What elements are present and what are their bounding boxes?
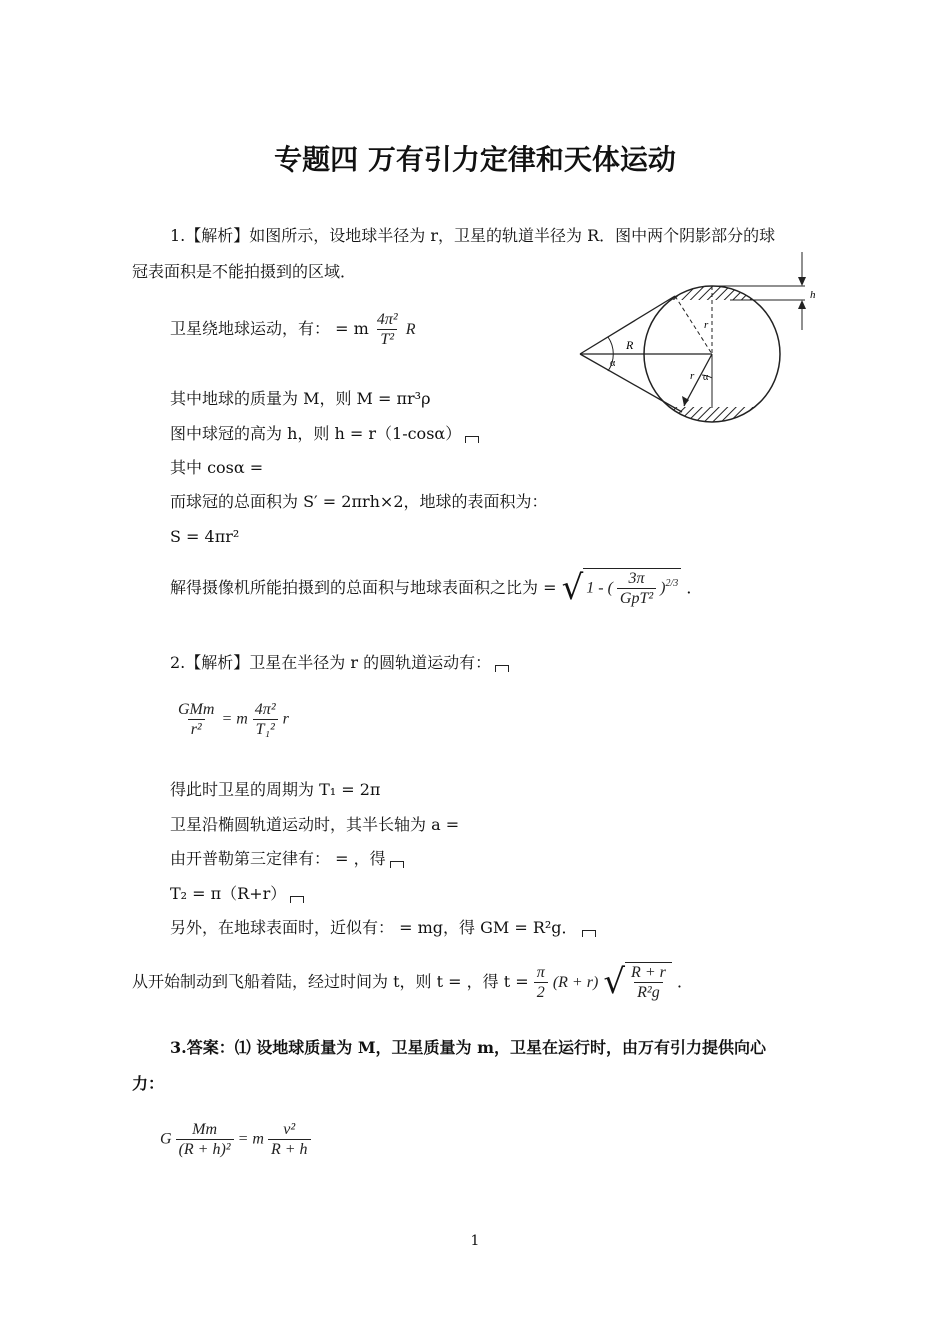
bottom-cap-hatch: [640, 407, 790, 423]
label-alpha-right: α: [703, 372, 709, 383]
p1-ratio-prefix: 解得摄像机所能拍摄到的总面积与地球表面积之比为 =: [170, 577, 557, 597]
p2-head: [170, 653, 509, 672]
p2-final-prefix: 从开始制动到飞船着陆，经过时间为 t，则 t = ，得 t =: [132, 971, 529, 991]
p2-eq-mid: = m: [221, 710, 248, 728]
anchor-mark-icon: [495, 665, 509, 672]
p1-ratio-exp: 2/3: [665, 578, 679, 590]
p2-eq-left-fraction: [175, 700, 217, 739]
p2-final-fraction: [534, 963, 548, 1002]
label-R: R: [626, 338, 634, 352]
p2-eq-right-fraction: [252, 700, 279, 739]
satellite-coverage-diagram: [570, 250, 830, 430]
p1-ratio-num: 3π: [628, 570, 645, 588]
p2-t2: [170, 884, 304, 903]
p3-eq-num-right: v²: [283, 1121, 296, 1138]
p2-eq-num-left: GMm: [178, 701, 215, 718]
p3-equation: [160, 1120, 311, 1159]
anchor-mark-icon: [582, 930, 596, 937]
p1-mass: 其中地球的质量为 M，则 M = πr³ρ: [170, 389, 431, 408]
p2-final-rad-num: R + r: [631, 964, 666, 982]
p2-surface: [170, 918, 596, 937]
p1-line1: 1.【解析】如图所示，设地球半径为 r，卫星的轨道半径为 R．图中两个阴影部分的球: [170, 226, 776, 245]
p1-cos: 其中 cosα =: [170, 458, 264, 477]
anchor-mark-icon: [290, 896, 304, 903]
p1-area: 而球冠的总面积为 S′ = 2πrh×2，地球的表面积为：: [170, 492, 548, 511]
p3-line1: 3.答案：⑴ 设地球质量为 M，卫星质量为 m，卫星在运行时，由万有引力提供向心: [170, 1038, 767, 1057]
anchor-mark-icon: [390, 861, 404, 868]
p1-orbit-suffix: R: [405, 321, 416, 339]
p1-ratio-end: ．: [686, 577, 703, 597]
p2-period: 得此时卫星的周期为 T₁ = 2π: [170, 780, 381, 799]
p1-ratio-close: ): [660, 579, 666, 597]
p3-eq-right-fraction: [268, 1120, 311, 1159]
label-alpha-left: α: [610, 358, 616, 369]
p3-eq-den-left: (R + h)²: [176, 1139, 234, 1159]
p2-final-mid: (R + r): [552, 973, 599, 991]
p1-surface: S = 4πr²: [170, 527, 240, 546]
page-number: 1: [470, 1233, 480, 1249]
p2-surface-text: 另外，在地球表面时，近似有： = mg，得 GM = R²g．: [170, 918, 578, 937]
p1-orbit-prefix: 卫星绕地球运动，有： = m: [170, 319, 369, 339]
p2-kepler: [170, 849, 404, 868]
p2-final-rad-fraction: [628, 963, 669, 1002]
p3-eq-mid: = m: [237, 1130, 264, 1148]
p2-final-rad-den: R²g: [634, 982, 663, 1002]
p1-ratio-fraction: [617, 569, 656, 608]
p3-eq-left-fraction: [176, 1120, 234, 1159]
p2-final-num: π: [536, 963, 545, 981]
p1-height: [170, 424, 479, 443]
p1-ratio-radicand: [583, 568, 681, 608]
p3-line2: 力：: [132, 1074, 165, 1093]
sqrt-sign-icon: √: [561, 568, 584, 608]
p2-final: [132, 962, 693, 1003]
p1-orbit-eq: [170, 310, 416, 349]
p2-head-text: 2.【解析】卫星在半径为 r 的圆轨道运动有：: [170, 653, 492, 672]
p3-eq-num-left: Mm: [192, 1121, 218, 1138]
h-arrowhead-down: [798, 277, 806, 286]
p2-eq-den-left: r²: [188, 719, 205, 739]
p2-eq-den-right: T₁²: [253, 719, 278, 739]
p1-height-text: 图中球冠的高为 h，则 h = r（1-cosα）: [170, 424, 462, 443]
p2-final-radicand: [625, 962, 672, 1002]
label-r-bottom: r: [690, 370, 695, 382]
p2-equation: [175, 700, 289, 739]
p1-orbit-fraction: [374, 310, 401, 349]
h-arrowhead-up: [798, 300, 806, 309]
p1-orbit-num: 4π²: [376, 311, 398, 328]
p1-ratio-den: GpT²: [617, 588, 656, 608]
p2-final-end: ．: [676, 971, 693, 991]
page-title: 专题四 万有引力定律和天体运动: [274, 143, 676, 176]
p2-eq-suffix: r: [282, 710, 289, 728]
label-h: h: [810, 289, 816, 301]
p3-eq-den-right: R + h: [268, 1139, 311, 1159]
p2-semi: 卫星沿椭圆轨道运动时，其半长轴为 a =: [170, 815, 460, 834]
label-r-top: r: [704, 319, 709, 331]
sqrt-sign-icon: √: [603, 962, 626, 1002]
anchor-mark-icon: [465, 436, 479, 443]
p2-eq-num-right: 4π²: [254, 701, 276, 718]
p2-t2-text: T₂ = π（R+r）: [170, 884, 287, 903]
p2-final-den: 2: [534, 982, 548, 1002]
p3-eq-G: G: [160, 1130, 172, 1148]
p1-line2: 冠表面积是不能拍摄到的区域．: [132, 262, 357, 281]
lower-tangent: [580, 354, 682, 412]
p1-ratio-inner: 1 - (: [586, 579, 613, 597]
p1-orbit-den: T²: [377, 329, 397, 349]
p1-ratio: [170, 568, 702, 609]
p2-kepler-text: 由开普勒第三定律有： = ，得: [170, 849, 386, 868]
